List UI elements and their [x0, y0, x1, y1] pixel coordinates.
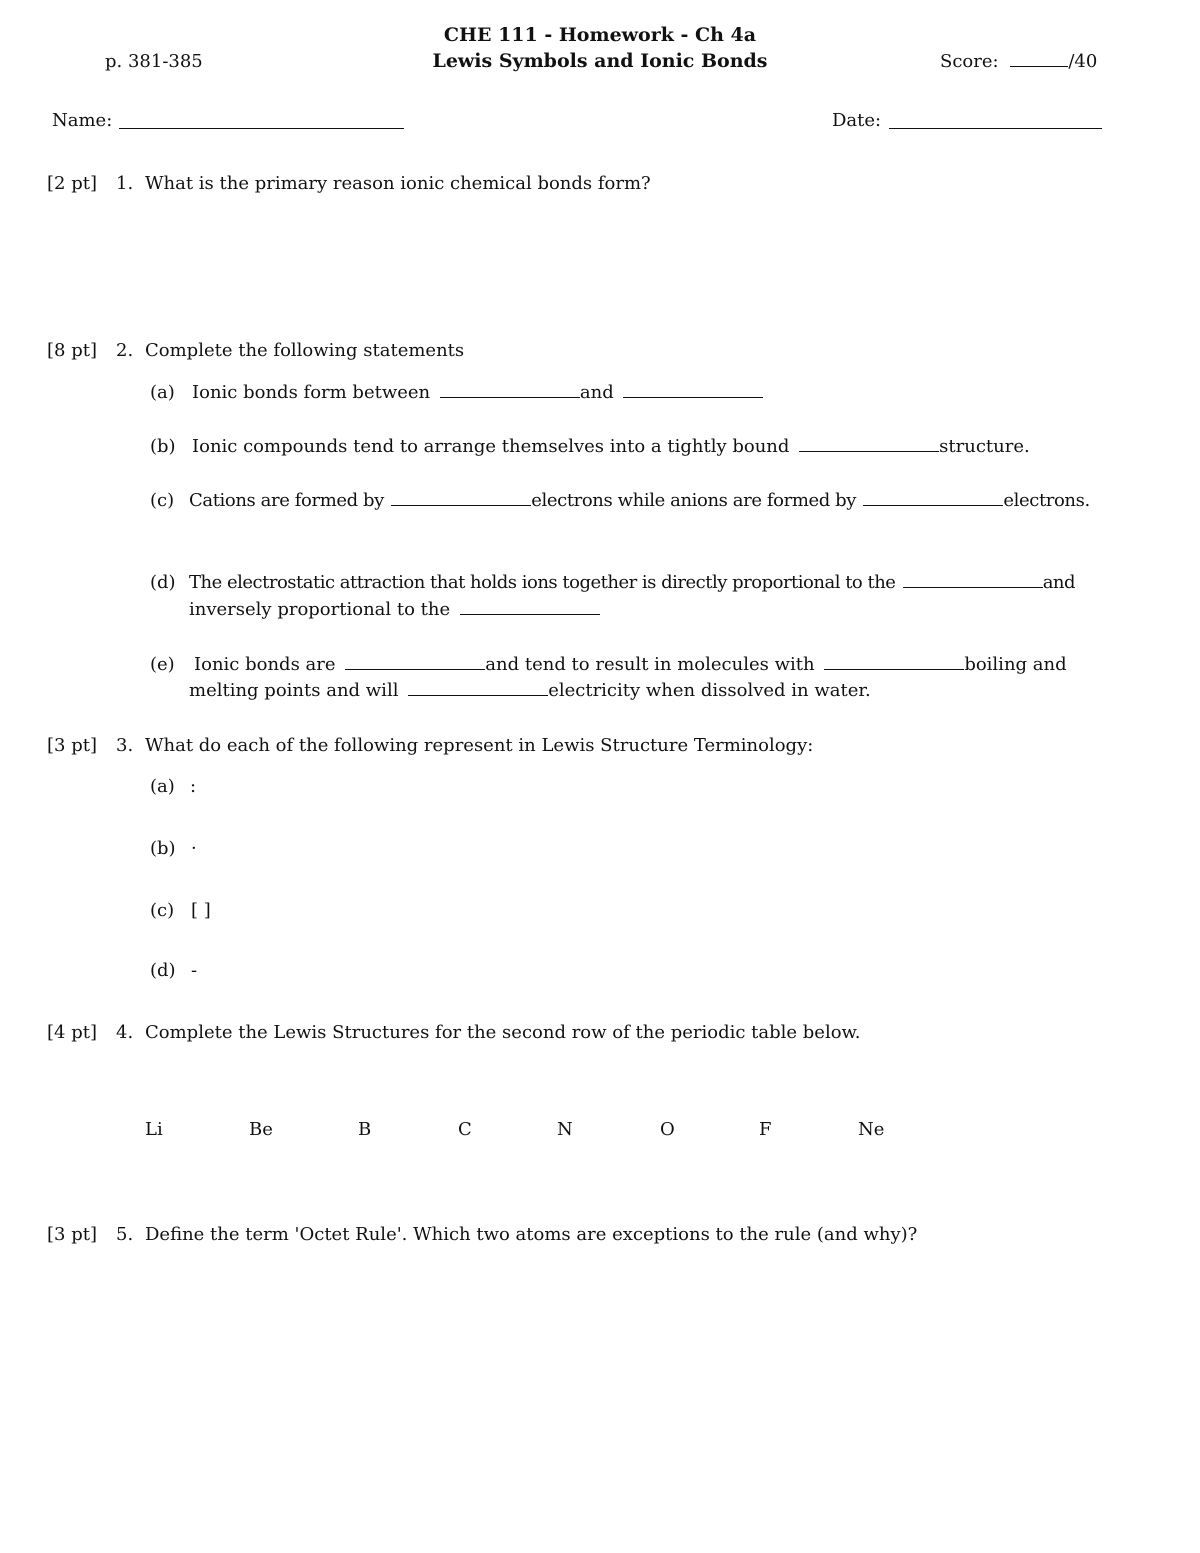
q3a-symbol: :: [190, 776, 197, 797]
q1-points: [2 pt]: [47, 173, 97, 194]
name-field[interactable]: [119, 128, 404, 129]
q2a-statement: [192, 384, 763, 402]
q5-text: Define the term 'Octet Rule'. Which two atoms are exceptions to the rule (and why)?: [145, 1224, 918, 1245]
q5-points: [3 pt]: [47, 1224, 97, 1245]
element-be: Be: [249, 1119, 273, 1140]
q2c-label: (c): [150, 490, 175, 511]
q2b-statement: [192, 438, 1030, 456]
q3-number: 3.: [116, 735, 134, 756]
q2e-blank-1[interactable]: [345, 668, 485, 670]
q2d-label: (d): [150, 572, 176, 593]
element-o: O: [660, 1119, 675, 1140]
q2e-text-1: Ionic bonds are: [194, 654, 336, 675]
q2d-text-3: inversely proportional to the: [189, 599, 451, 620]
element-n: N: [557, 1119, 573, 1140]
q2a-blank-1[interactable]: [440, 396, 580, 398]
q2d-text-2: and: [1042, 572, 1076, 593]
q2b-label: (b): [150, 436, 176, 457]
date-label: Date:: [832, 110, 882, 131]
page-range: p. 381-385: [105, 51, 203, 72]
score-field: [940, 53, 1097, 71]
q3d-label: (d): [150, 960, 176, 981]
q2a-label: (a): [150, 382, 175, 403]
score-blank[interactable]: [1010, 65, 1068, 67]
score-label: Score:: [940, 51, 999, 72]
q2-text: Complete the following statements: [145, 340, 465, 361]
q4-text: Complete the Lewis Structures for the second row of the periodic table below.: [145, 1022, 861, 1043]
q3b-symbol: ·: [191, 838, 197, 859]
q2d-statement-line2: [189, 601, 600, 619]
date-field[interactable]: [889, 128, 1102, 129]
q2c-statement: [189, 492, 1090, 510]
q2d-blank-2[interactable]: [460, 613, 600, 615]
q2e-blank-3[interactable]: [408, 694, 548, 696]
name-label: Name:: [52, 110, 113, 131]
q1-number: 1.: [116, 173, 134, 194]
q3c-label: (c): [150, 900, 175, 921]
q2e-text-3: boiling and: [964, 654, 1067, 675]
q2e-text-5: electricity when dissolved in water.: [548, 680, 871, 701]
q2e-label: (e): [150, 654, 175, 675]
q2e-text-2: and tend to result in molecules with: [485, 654, 815, 675]
element-ne: Ne: [858, 1119, 885, 1140]
q2-number: 2.: [116, 340, 134, 361]
element-c: C: [458, 1119, 472, 1140]
q5-number: 5.: [116, 1224, 134, 1245]
q2c-blank-1[interactable]: [391, 504, 531, 506]
q2d-blank-1[interactable]: [903, 586, 1043, 588]
element-li: Li: [145, 1119, 163, 1140]
q2-points: [8 pt]: [47, 340, 97, 361]
q2e-statement-line1: [194, 656, 1067, 674]
q4-number: 4.: [116, 1022, 134, 1043]
q2c-blank-2[interactable]: [863, 504, 1003, 506]
q2b-blank-1[interactable]: [799, 450, 939, 452]
q2b-text-2: structure.: [939, 436, 1030, 457]
q2d-statement-line1: [189, 574, 1075, 592]
q2a-blank-2[interactable]: [623, 396, 763, 398]
q2a-text-1: Ionic bonds form between: [192, 382, 431, 403]
q2a-text-2: and: [579, 382, 614, 403]
q3c-symbol: [ ]: [191, 900, 211, 921]
q3d-symbol: -: [191, 960, 198, 981]
q2c-text-1: Cations are formed by: [189, 490, 384, 511]
element-b: B: [358, 1119, 372, 1140]
q2c-text-2: electrons while anions are formed by: [531, 490, 857, 511]
q3-points: [3 pt]: [47, 735, 97, 756]
page-subtitle: Lewis Symbols and Ionic Bonds: [432, 50, 768, 72]
q2c-text-3: electrons.: [1003, 490, 1090, 511]
q1-text: What is the primary reason ionic chemical bonds form?: [145, 173, 651, 194]
q4-points: [4 pt]: [47, 1022, 97, 1043]
q2e-text-4: melting points and will: [189, 680, 399, 701]
q3a-label: (a): [150, 776, 175, 797]
q3-text: What do each of the following represent in Lewis Structure Terminology:: [145, 735, 814, 756]
q2d-text-1: The electrostatic attraction that holds ions together is directly proportional to the: [189, 572, 896, 593]
q2e-statement-line2: [189, 682, 871, 700]
q2b-text-1: Ionic compounds tend to arrange themselves into a tightly bound: [192, 436, 790, 457]
q3b-label: (b): [150, 838, 176, 859]
q2e-blank-2[interactable]: [824, 668, 964, 670]
page-title: CHE 111 - Homework - Ch 4a: [443, 24, 757, 46]
element-f: F: [759, 1119, 772, 1140]
score-total: /40: [1068, 51, 1098, 72]
